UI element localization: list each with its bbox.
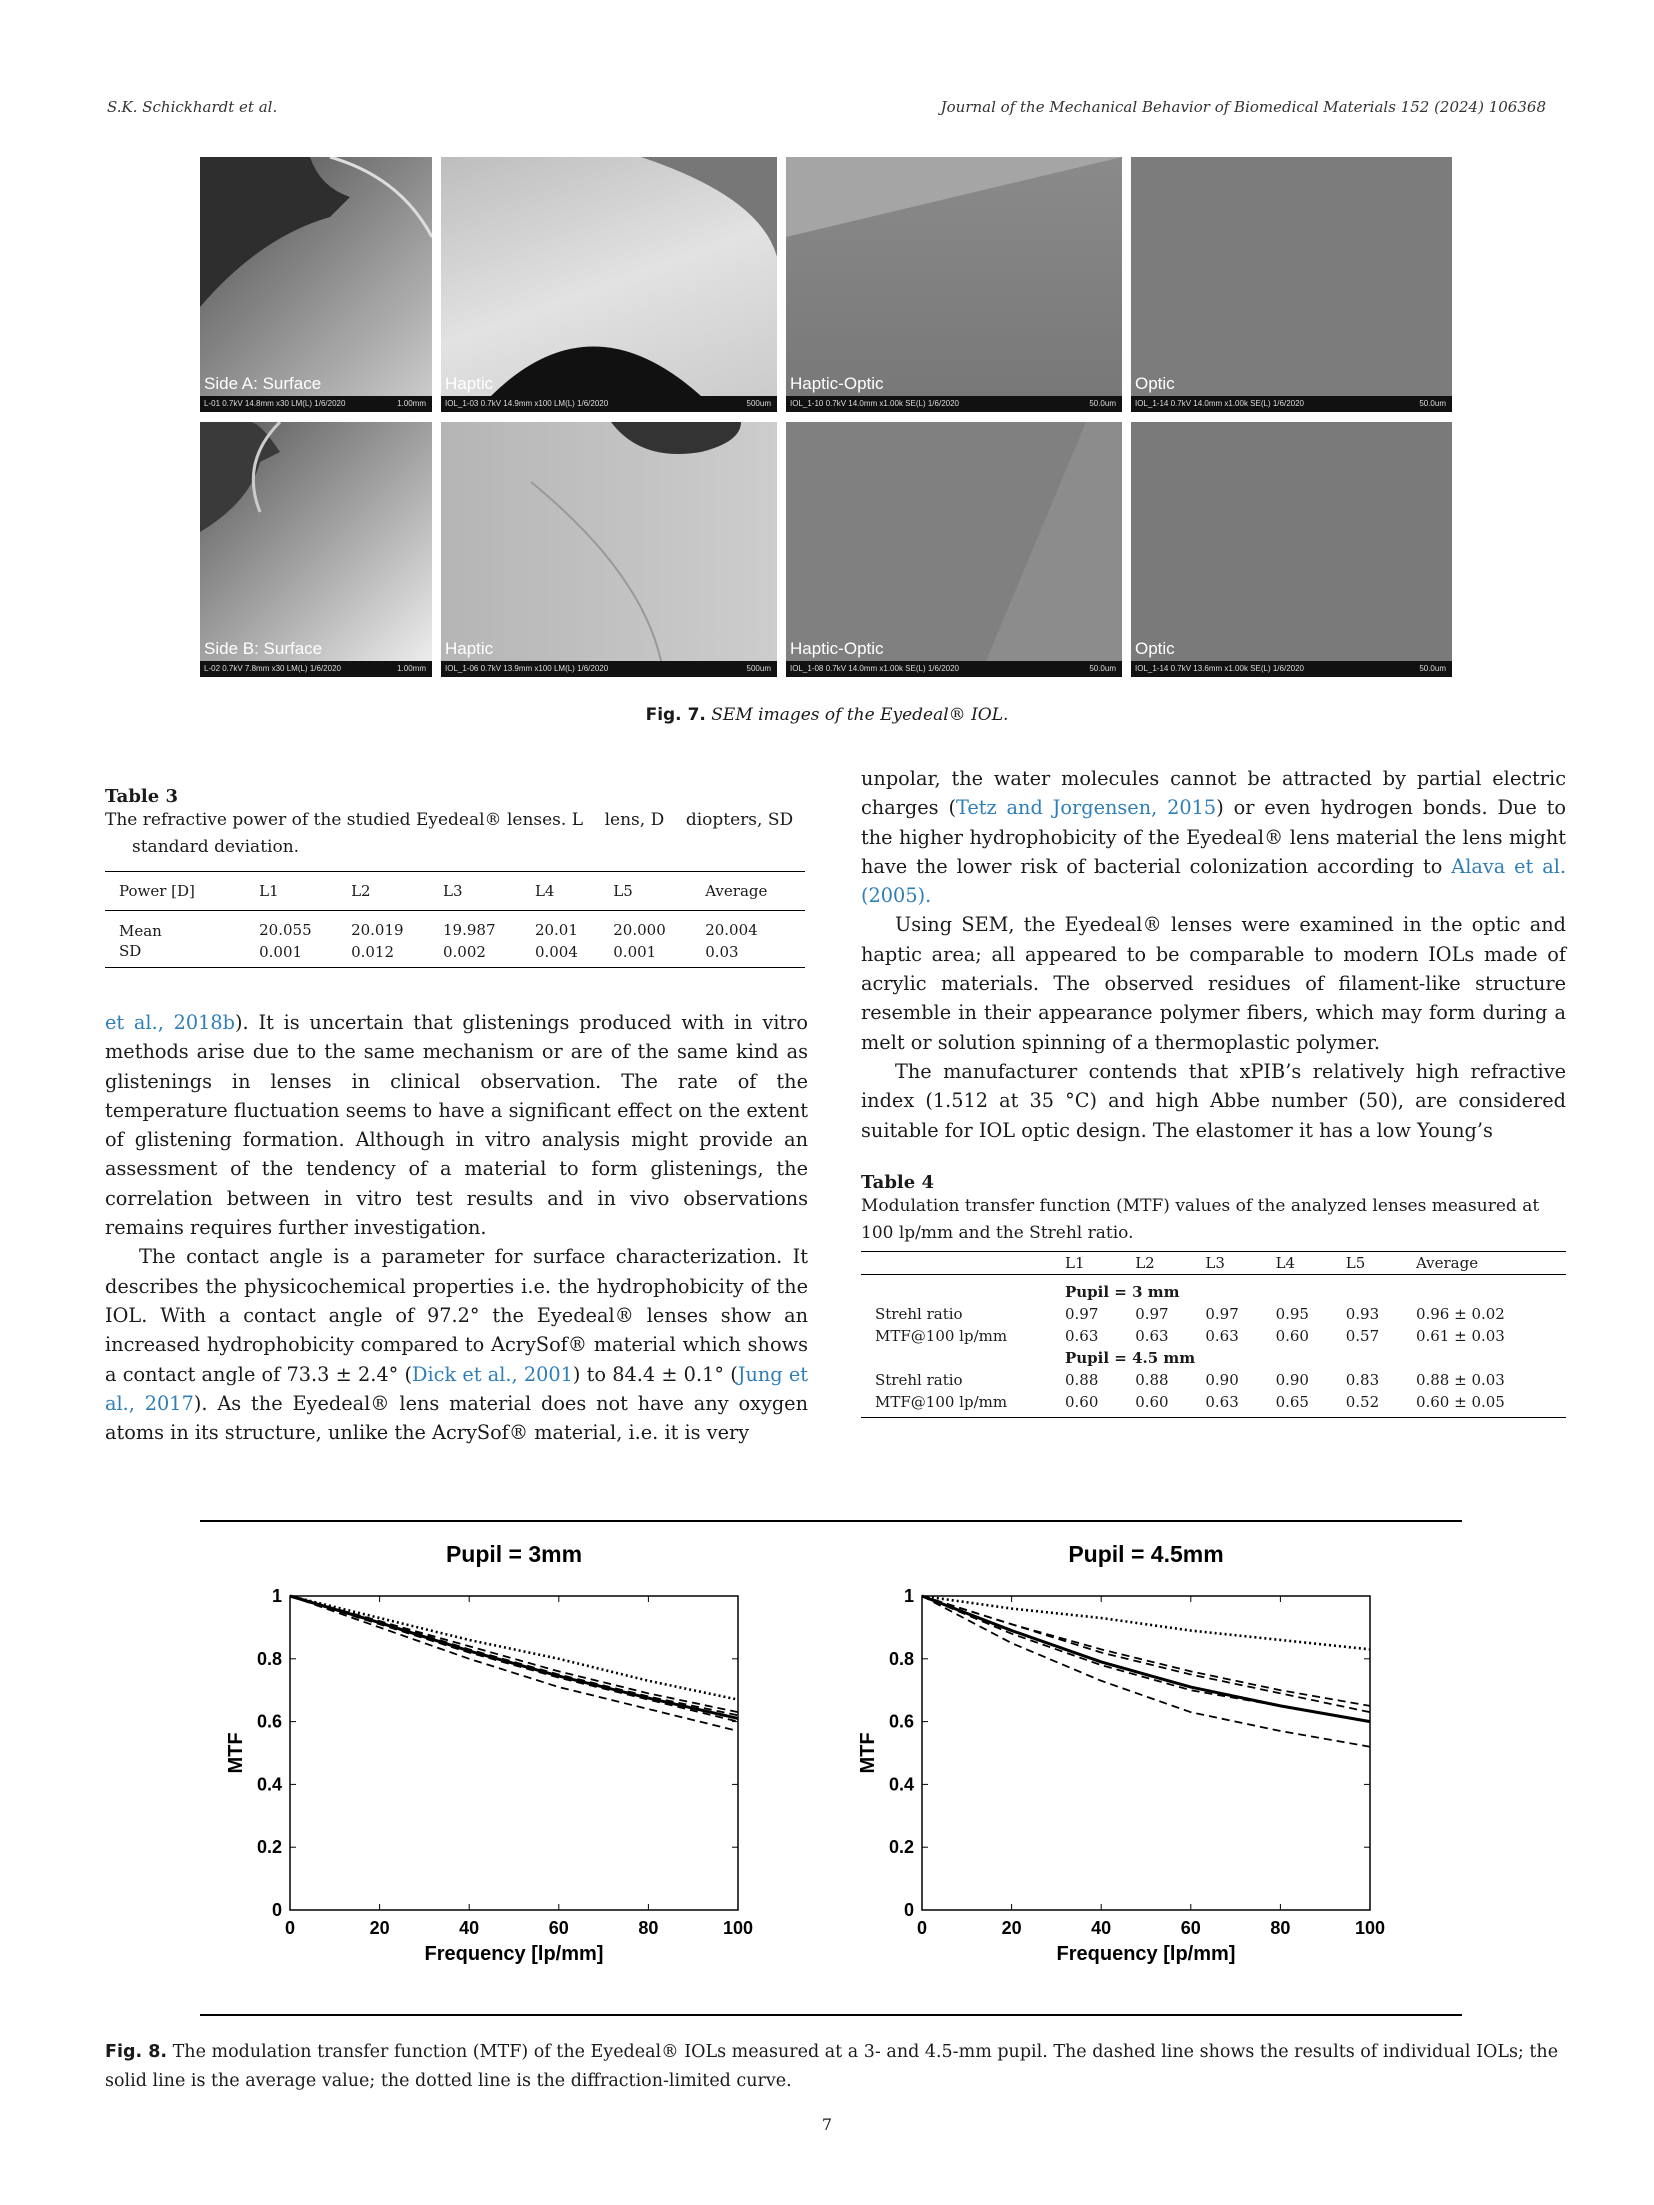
sem-label: Haptic-Optic — [790, 374, 884, 393]
y-tick-label: 0.6 — [256, 1711, 282, 1732]
chart-title: Pupil = 4.5mm — [1068, 1541, 1224, 1567]
table-header: L3 — [1205, 1254, 1225, 1272]
y-tick-label: 0 — [271, 1900, 282, 1920]
x-axis-label: Frequency [lp/mm] — [1056, 1943, 1236, 1965]
paragraph-text: ). It is uncertain that glistenings produced with in vitro methods arise due to the same mechanism or are of the same kind as glistenings in lenses in clinical observation. The rate of the temperature fluctuation seems to have a significant effect on the extent of glistening formation. Although in vitro analysis might provide an assessment of the tendency of a material to form glistenings, the correlation between in vitro test results and in vivo observations remains requires further investigation. — [105, 1011, 809, 1240]
table-cell: 0.65 — [1275, 1393, 1309, 1411]
paragraph-text: unpolar, the water molecules cannot be attracted by partial electric charges ( — [861, 767, 1566, 820]
y-tick-label: 1 — [271, 1586, 282, 1606]
y-axis-label: MTF — [225, 1732, 247, 1774]
series-line-dashed — [922, 1596, 1370, 1706]
table-header — [861, 1252, 1059, 1275]
table-header: L4 — [534, 882, 555, 900]
x-tick-label: 100 — [722, 1918, 754, 1938]
x-tick-label: 20 — [1001, 1918, 1022, 1938]
y-tick-label: 0.6 — [888, 1711, 914, 1732]
table-cell: 0.97 — [1065, 1305, 1099, 1323]
series-line-dashed — [290, 1596, 738, 1712]
table-cell: 20.01 — [534, 921, 578, 939]
table3-caption-line1: The refractive power of the studied Eyedeal® lenses. L lens, D diopters, SD — [105, 810, 794, 830]
fig7-caption-label: Fig. 7. — [645, 705, 706, 725]
table-cell: MTF@100 lp/mm — [875, 1327, 1008, 1345]
citation-link[interactable]: Tetz and Jorgensen, 2015 — [955, 796, 1217, 820]
paragraph: The manufacturer contends that xPIB’s relatively high refractive index (1.512 at 35 °C) and high Abbe number (50), are considered suitable for IOL optic design. The elastomer it has a low Young’s — [861, 1059, 1566, 1142]
sem-panel — [200, 422, 432, 677]
fig8-caption — [105, 2038, 1565, 2096]
x-axis-label: Frequency [lp/mm] — [424, 1943, 604, 1965]
fig8-figure — [200, 1520, 1462, 2020]
table3-caption-line2: standard deviation. — [132, 837, 300, 857]
table-header-row — [105, 872, 805, 911]
citation-link[interactable]: Alava et al. (2005). — [861, 854, 1566, 908]
table-cell: 0.63 — [1205, 1327, 1239, 1345]
table-header-row — [861, 1252, 1566, 1275]
table-header: L4 — [1275, 1254, 1296, 1272]
sem-label: Optic — [1135, 374, 1175, 393]
sem-info: IOL_1-03 0.7kV 14.9mm x100 LM(L) 1/6/2020 — [441, 396, 777, 412]
x-tick-label: 80 — [638, 1918, 659, 1938]
x-tick-label: 40 — [459, 1918, 480, 1938]
sem-scale: 1.00mm — [397, 664, 426, 673]
y-tick-label: 0.4 — [888, 1774, 914, 1795]
sem-info: IOL_1-10 0.7kV 14.0mm x1.00k SE(L) 1/6/2020 — [786, 396, 1122, 412]
table-cell: 0.96 ± 0.02 — [1415, 1305, 1505, 1323]
table-cell: 0.61 ± 0.03 — [1415, 1327, 1505, 1345]
x-tick-label: 60 — [1180, 1918, 1201, 1938]
table-cell: 0.004 — [534, 943, 578, 961]
sem-panel — [441, 157, 777, 412]
table-cell: 0.03 — [705, 943, 739, 961]
y-tick-label: 0.2 — [256, 1837, 282, 1858]
sem-label: Haptic-Optic — [790, 639, 884, 658]
sem-scale: 500um — [746, 664, 771, 673]
x-tick-label: 80 — [1270, 1918, 1291, 1938]
table4-grid — [861, 1251, 1566, 1418]
table-header: L5 — [1345, 1254, 1366, 1272]
series-line-dashed — [922, 1596, 1370, 1722]
table-cell: 0.63 — [1065, 1327, 1099, 1345]
table-header: L5 — [613, 882, 633, 900]
sem-scale: 50.0um — [1419, 664, 1446, 673]
citation-link[interactable]: et al., 2018b — [105, 1011, 236, 1034]
paragraph-text: ) or even hydrogen bonds. Due to the higher hydrophobicity of the Eyedeal® lens material the lens might have the lower risk of bacterial colonization according to — [861, 796, 1566, 878]
plot-frame — [922, 1596, 1370, 1910]
table-cell: 0.97 — [1205, 1305, 1239, 1323]
table-cell: 0.97 — [1135, 1305, 1169, 1323]
sem-scale: 50.0um — [1089, 399, 1116, 408]
table-cell: 0.52 — [1345, 1393, 1380, 1411]
sem-label: Optic — [1135, 639, 1175, 658]
series-line-dashed — [922, 1596, 1370, 1747]
chart-title: Pupil = 3mm — [445, 1541, 583, 1567]
table-header: L3 — [443, 882, 463, 900]
table-row — [861, 1325, 1566, 1347]
table-row — [861, 1391, 1566, 1418]
x-tick-label: 0 — [284, 1918, 296, 1938]
table-cell: 0.60 — [1275, 1327, 1309, 1345]
table-cell: 0.63 — [1135, 1327, 1169, 1345]
table-header: L1 — [1065, 1254, 1085, 1272]
fig7-caption — [0, 705, 1654, 725]
table-cell: 0.60 ± 0.05 — [1415, 1393, 1505, 1411]
table-cell: 0.60 — [1065, 1393, 1099, 1411]
sem-panel — [1131, 157, 1452, 412]
y-tick-label: 0.2 — [888, 1837, 914, 1858]
sem-info: L-02 0.7kV 7.8mm x30 LM(L) 1/6/2020 — [200, 661, 432, 677]
table-cell: 19.987 — [443, 921, 496, 939]
table-cell: 0.88 — [1135, 1371, 1169, 1389]
table-header: L2 — [351, 882, 371, 900]
y-tick-label: 0.8 — [256, 1648, 282, 1669]
table-cell: 0.002 — [443, 943, 486, 961]
sem-texture — [441, 157, 777, 396]
table-cell: 0.90 — [1205, 1371, 1239, 1389]
table4-caption: Modulation transfer function (MTF) values of the analyzed lenses measured at 100 lp/mm and the Strehl ratio. — [861, 1196, 1540, 1243]
sem-scale: 50.0um — [1089, 664, 1116, 673]
sem-info: IOL_1-06 0.7kV 13.9mm x100 LM(L) 1/6/2020 — [441, 661, 777, 677]
table-cell: 0.63 — [1205, 1393, 1239, 1411]
table-cell: 20.004 — [705, 921, 758, 939]
table-cell: 20.000 — [613, 921, 666, 939]
table-cell: 0.95 — [1275, 1305, 1309, 1323]
series-line-dotted — [290, 1596, 738, 1700]
x-tick-label: 20 — [369, 1918, 390, 1938]
table-header: Average — [705, 882, 768, 900]
table-cell: Mean — [119, 922, 162, 940]
table-cell: 0.88 ± 0.03 — [1415, 1371, 1505, 1389]
y-tick-label: 0.8 — [888, 1648, 914, 1669]
fig7-image-grid — [200, 157, 1452, 677]
sem-info: IOL_1-14 0.7kV 13.6mm x1.00k SE(L) 1/6/2020 — [1131, 661, 1452, 677]
sem-scale: 1.00mm — [397, 399, 426, 408]
series-line-solid — [922, 1596, 1370, 1722]
sem-texture — [200, 157, 432, 396]
sem-texture — [441, 422, 777, 661]
paragraph-text: ). As the Eyedeal® lens material does not have any oxygen atoms in its structure, unlike the AcrySof® material, i.e. it is very — [105, 1391, 809, 1445]
sem-label: Side A: Surface — [204, 374, 322, 393]
sem-label: Haptic — [445, 374, 494, 393]
table-cell: MTF@100 lp/mm — [875, 1393, 1008, 1411]
y-axis-label: MTF — [857, 1732, 879, 1774]
table3-title: Table 3 — [105, 786, 179, 807]
mtf-chart-3mm — [200, 1524, 830, 2012]
left-column-text — [105, 1008, 808, 1447]
running-head-authors: S.K. Schickhardt et al. — [107, 98, 278, 116]
plot-frame — [290, 1596, 738, 1910]
table-header: Power [D] — [119, 882, 195, 900]
right-column-text — [861, 764, 1566, 1145]
table-header: L2 — [1135, 1254, 1155, 1272]
table-row — [105, 911, 805, 942]
sem-scale: 500um — [746, 399, 771, 408]
sem-panel — [1131, 422, 1452, 677]
x-tick-label: 40 — [1091, 1918, 1112, 1938]
table-cell: 0.57 — [1345, 1327, 1380, 1345]
sem-scale: 50.0um — [1419, 399, 1446, 408]
table-cell: 0.93 — [1345, 1305, 1380, 1323]
sem-panel — [200, 157, 432, 412]
table-group-label: Pupil = 3 mm — [1065, 1283, 1180, 1301]
table-cell: 0.001 — [613, 943, 657, 961]
table-cell: 0.90 — [1275, 1371, 1309, 1389]
figure-rule-top — [200, 1520, 1462, 1522]
x-tick-label: 0 — [916, 1918, 928, 1938]
page-number: 7 — [821, 2115, 833, 2134]
table-row — [105, 941, 805, 968]
y-tick-label: 0 — [903, 1900, 914, 1920]
table-cell: 20.019 — [351, 921, 404, 939]
sem-texture — [786, 422, 1122, 661]
table-cell: 0.001 — [259, 943, 303, 961]
table-header: L1 — [259, 882, 279, 900]
table4-title: Table 4 — [861, 1172, 935, 1193]
table3 — [105, 786, 805, 968]
paragraph: Using SEM, the Eyedeal® lenses were examined in the optic and haptic area; all appeared to be comparable to modern IOLs made of acrylic materials. The observed residues of filament-like structure resemble in their appearance polymer fibers, which may form during a melt or solution spinning of a thermoplastic polymer. — [861, 913, 1566, 1054]
sem-panel — [441, 422, 777, 677]
table-row — [861, 1303, 1566, 1325]
table-header: Average — [1415, 1254, 1479, 1272]
sem-panel — [786, 422, 1122, 677]
y-tick-label: 0.4 — [256, 1774, 282, 1795]
x-tick-label: 60 — [548, 1918, 569, 1938]
sem-label: Haptic — [445, 639, 494, 658]
table-cell: Strehl ratio — [875, 1371, 963, 1389]
paragraph-text: ) to 84.4 ± 0.1° ( — [572, 1362, 738, 1386]
table-group-label: Pupil = 4.5 mm — [1065, 1349, 1196, 1367]
table-group-row — [861, 1275, 1566, 1304]
mtf-chart-4-5mm — [832, 1524, 1462, 2012]
table-group-row — [861, 1347, 1566, 1369]
citation-link[interactable]: Jung et al., 2017 — [105, 1362, 808, 1415]
table-row — [861, 1369, 1566, 1391]
sem-panel — [786, 157, 1122, 412]
table-cell: 20.055 — [259, 921, 312, 939]
x-tick-label: 100 — [1354, 1918, 1386, 1938]
sem-info: L-01 0.7kV 14.8mm x30 LM(L) 1/6/2020 — [200, 396, 432, 412]
running-head-journal: Journal of the Mechanical Behavior of Biomedical Materials 152 (2024) 106368 — [940, 98, 1546, 116]
sem-info: IOL_1-14 0.7kV 14.0mm x1.00k SE(L) 1/6/2020 — [1131, 396, 1452, 412]
sem-info: IOL_1-08 0.7kV 14.0mm x1.00k SE(L) 1/6/2020 — [786, 661, 1122, 677]
table-cell: 0.83 — [1345, 1371, 1380, 1389]
table4 — [861, 1172, 1566, 1418]
table-cell: Strehl ratio — [875, 1305, 963, 1323]
fig7-caption-text: SEM images of the Eyedeal® IOL. — [711, 705, 1009, 725]
table-cell: SD — [119, 942, 142, 960]
table-cell: 0.012 — [351, 943, 395, 961]
citation-link[interactable]: Dick et al., 2001 — [412, 1362, 573, 1386]
figure-rule-bottom — [200, 2014, 1462, 2016]
y-tick-label: 1 — [903, 1586, 914, 1606]
paragraph — [105, 1242, 808, 1447]
fig8-caption-text: The modulation transfer function (MTF) of the Eyedeal® IOLs measured at a 3- and 4.5-mm pupil. The dashed line shows the results of individual IOLs; the solid line is the average value; the dotted line is the diffraction-limited curve. — [105, 2042, 1559, 2091]
table3-grid — [105, 871, 805, 968]
table-cell: 0.60 — [1135, 1393, 1169, 1411]
paragraph-text: The contact angle is a parameter for surface characterization. It describes the physicochemical properties i.e. the hydrophobicity of the IOL. With a contact angle of 97.2° the Eyedeal® lenses show an increased hydrophobicity compared to AcrySof® material which shows a contact angle of 73.3 ± 2.4° ( — [105, 1245, 808, 1386]
paragraph — [861, 764, 1566, 910]
sem-texture — [200, 422, 432, 661]
fig8-caption-label: Fig. 8. — [105, 2042, 168, 2062]
sem-label: Side B: Surface — [204, 639, 323, 658]
paragraph — [105, 1008, 808, 1242]
sem-texture — [786, 157, 1122, 396]
table-cell: 0.88 — [1065, 1371, 1099, 1389]
